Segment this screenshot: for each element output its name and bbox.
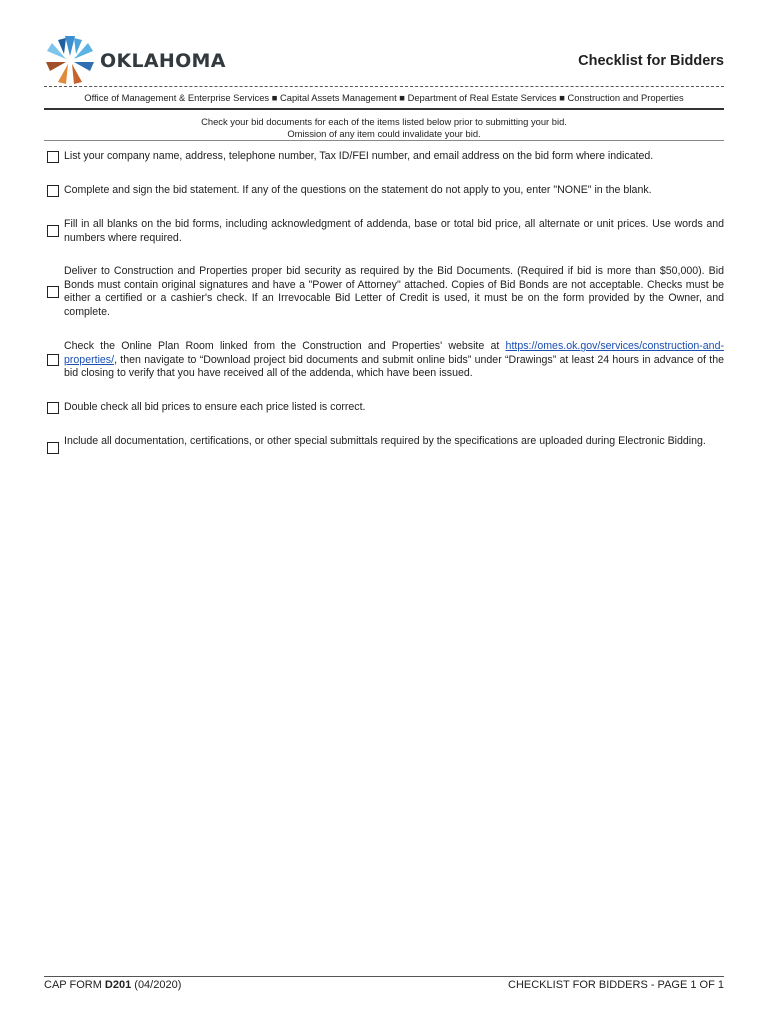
instructions [44,116,724,139]
form-prefix: CAP FORM [44,979,105,991]
department-line: Office of Management & Enterprise Services ■ Capital Assets Management ■ Department of Real Estate Services ■ Construction and Properties [84,92,684,103]
checklist-item-text: Complete and sign the bid statement. If any of the questions on the statement do not apply to you, enter "NONE" in the blank. [64,184,652,196]
instructions-line-2: Omission of any item could invalidate your bid. [287,127,481,139]
checkbox[interactable] [47,442,59,454]
form-number [44,979,181,991]
instructions-line-1: Check your bid documents for each of the items listed below prior to submitting your bid. [201,116,567,127]
checkbox[interactable] [47,225,59,237]
checklist-item-text [64,340,724,381]
header-dashed-divider [44,86,724,87]
checkbox[interactable] [47,402,59,414]
checklist-item-text: Fill in all blanks on the bid forms, including acknowledgment of addenda, base or total bid price, all alternate or unit prices. Use words and numbers where required. [64,218,724,244]
checklist-item-text-after: , then navigate to “Download project bid documents and submit online bids” under “Drawings” at least 24 hours in advance of the bid closing to verify that you have received all of the addenda, which have been issued. [64,353,724,380]
checklist-item-text: Double check all bid prices to ensure each price listed is correct. [64,401,366,413]
checkbox[interactable] [47,286,59,298]
checkbox[interactable] [47,185,59,197]
form-code: D201 [104,979,132,991]
footer-divider [44,976,724,977]
form-date: (04/2020) [131,979,182,991]
checklist-item-text-before: Check the Online Plan Room linked from the Construction and Properties' website at [64,340,506,352]
header-divider [44,108,724,110]
checklist-item-text: Deliver to Construction and Properties proper bid security as required by the Bid Documents. (Required if bid is more than $50,000). Bid Bonds must contain original signatures and have a "Power of Attorney" attached. Copies of Bid Bonds are not acceptable. Checks must be either a certified or a cashier's check. If an Irrevocable Bid Letter of Credit is used, it must be on the form provided by the Owner, and complete. [64,265,724,318]
checklist-item-text: List your company name, address, telephone number, Tax ID/FEI number, and email address on the bid form where indicated. [64,150,654,162]
logo-wordmark: OKLAHOMA [100,50,226,72]
construction-properties-link[interactable]: https://omes.ok.gov/services/construction-and-properties/ [64,340,724,366]
oklahoma-star-logo-icon [44,34,96,86]
page-number: CHECKLIST FOR BIDDERS - PAGE 1 OF 1 [508,979,724,991]
page-title: Checklist for Bidders [578,53,724,69]
checkbox[interactable] [47,151,59,163]
checklist-item-text: Include all documentation, certifications, or other special submittals required by the specifications are uploaded during Electronic Bidding. [64,435,706,447]
checkbox[interactable] [47,354,59,366]
instructions-divider [44,140,724,141]
